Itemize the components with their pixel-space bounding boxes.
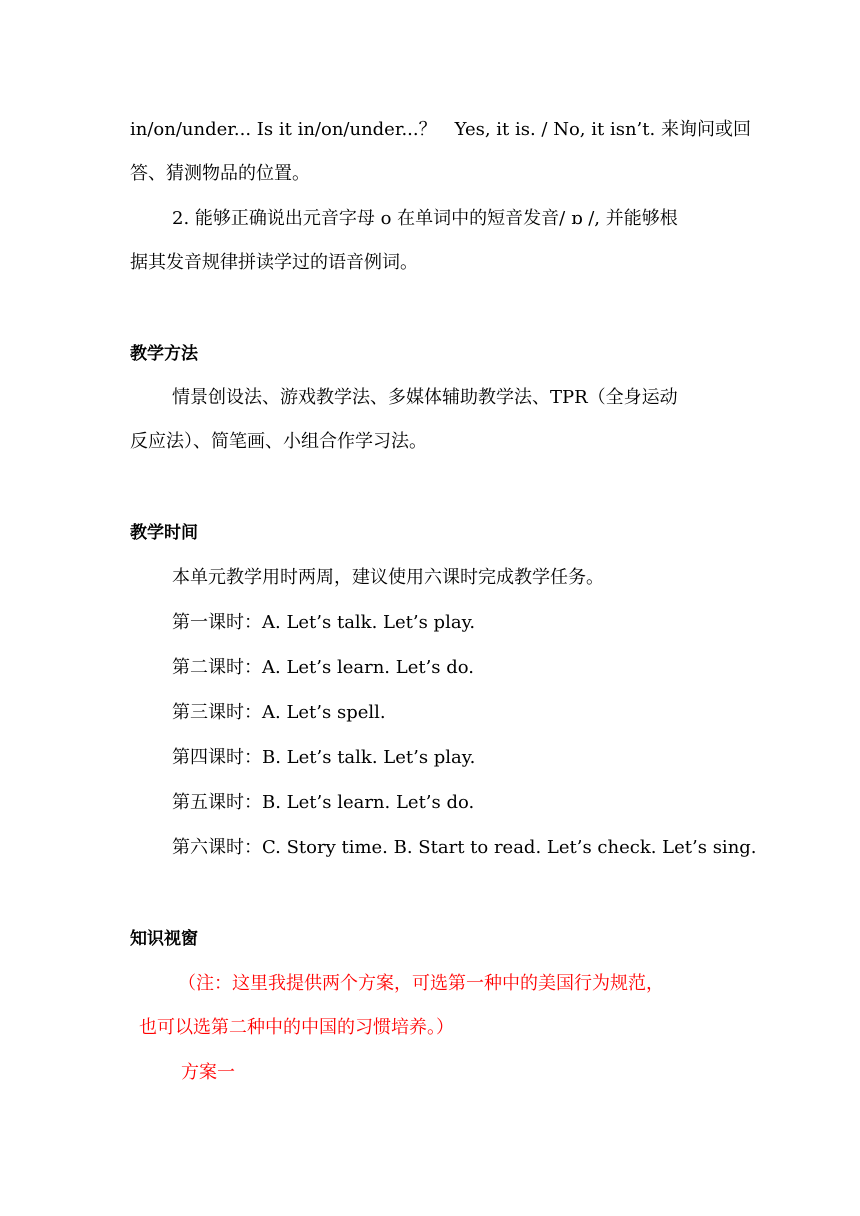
time-intro: 本单元教学用时两周，建议使用六课时完成教学任务。	[172, 567, 604, 588]
objective-2-line-2: 据其发音规律拼读学过的语音例词。	[130, 252, 418, 273]
intro-line-1: in/on/under... Is it in/on/under...？ Yes, it is. / No, it isn’t. 来询问或回	[130, 119, 751, 140]
plan-one-label: 方案一	[181, 1062, 235, 1083]
lesson-item: 第二课时：A. Let’s learn. Let’s do.	[172, 657, 475, 678]
lesson-item: 第五课时：B. Let’s learn. Let’s do.	[172, 792, 475, 813]
note-line-1: （注：这里我提供两个方案，可选第一种中的美国行为规范，	[178, 973, 664, 994]
section-heading-methods: 教学方法	[130, 344, 198, 364]
section-heading-knowledge: 知识视窗	[130, 929, 198, 949]
lesson-item: 第六课时：C. Story time. B. Start to read. Let’s check. Let’s sing.	[172, 837, 757, 858]
note-line-2: 也可以选第二种中的中国的习惯培养。）	[139, 1017, 454, 1038]
methods-line-1: 情景创设法、游戏教学法、多媒体辅助教学法、TPR（全身运动	[172, 387, 678, 408]
lesson-item: 第一课时：A. Let’s talk. Let’s play.	[172, 612, 476, 633]
objective-2-line-1: 2. 能够正确说出元音字母 o 在单词中的短音发音/ ɒ /, 并能够根	[172, 208, 678, 229]
section-heading-time: 教学时间	[130, 523, 198, 543]
lesson-item: 第三课时：A. Let’s spell.	[172, 702, 386, 723]
lesson-item: 第四课时：B. Let’s talk. Let’s play.	[172, 747, 476, 768]
methods-line-2: 反应法）、简笔画、小组合作学习法。	[130, 431, 427, 452]
intro-line-2: 答、猜测物品的位置。	[130, 163, 310, 184]
